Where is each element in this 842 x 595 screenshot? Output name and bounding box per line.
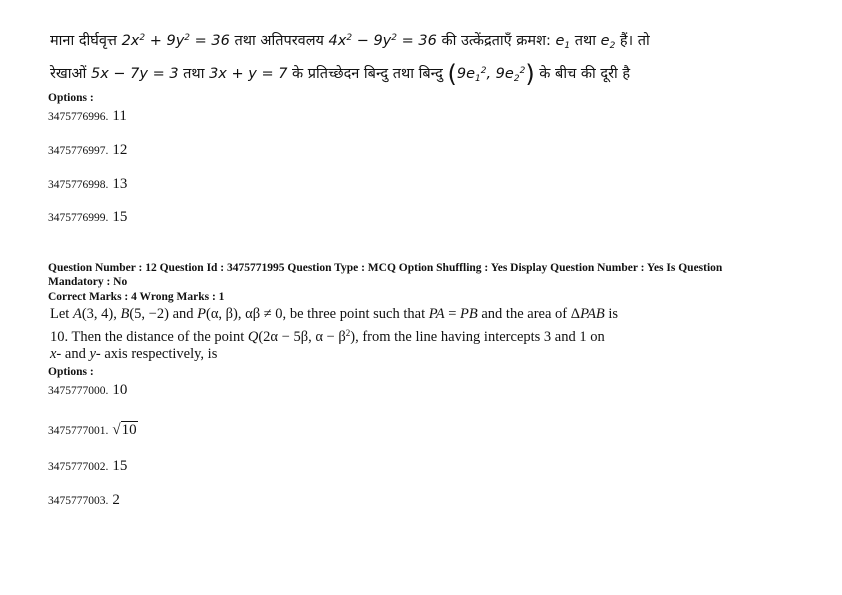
option-row[interactable] <box>48 457 127 475</box>
option-value: 10 <box>112 382 128 398</box>
q11-options-label: Options : <box>48 92 94 104</box>
option-row[interactable] <box>48 175 127 193</box>
option-value: 11 <box>112 108 127 124</box>
q12-line-2: 10. Then the distance of the point Q(2α − 5β, $\alpha - \beta^2$), from the line having intercepts 3 and 1 on <box>50 328 605 345</box>
q12-line-1: Let A(3, 4), B(5, −2) and P(α, β), αβ ≠ 0, be three point such that PA = PB and the area of ΔPAB is <box>50 306 619 322</box>
point-expression: ($9e_1^2$, $9e_2^2$) <box>447 60 535 88</box>
option-id: 3475776996. <box>48 111 109 123</box>
option-value: 2 <box>112 492 120 508</box>
question-meta-mandatory: Mandatory : No <box>48 276 128 288</box>
option-row[interactable] <box>48 491 120 509</box>
option-row[interactable] <box>48 381 127 399</box>
q12-options-label: Options : <box>48 366 94 378</box>
option-id: 3475777001. <box>48 425 109 437</box>
q11-line-2: रेखाओं 5x − 7y = 3 तथा 3x + y = 7 के प्रतिच्छेदन बिन्दु तथा बिन्दु ($9e_1^2$, $9e_2^2$) के बीच की दूरी है <box>50 60 631 88</box>
option-id: 3475777002. <box>48 461 109 473</box>
hyperbola-equation: $4x^2 - 9y^2 = 36$ <box>328 33 437 49</box>
option-row[interactable] <box>48 141 127 159</box>
option-row[interactable] <box>48 107 127 125</box>
question-meta: Question Number : 12 Question Id : 3475771995 Question Type : MCQ Option Shuffling : Yes Display Question Number : Yes Is Question <box>48 262 723 274</box>
option-id: 3475777003. <box>48 495 109 507</box>
option-row[interactable] <box>48 421 138 439</box>
q11-line-1: माना दीर्घवृत्त $2x^2 + 9y^2 = 36$ तथा अतिपरवलय $4x^2 - 9y^2 = 36$ की उत्केंद्रताएँ क्रमश: $e_1$ तथा $e_2$ हैं। तो <box>50 33 650 51</box>
option-value: 12 <box>112 142 128 158</box>
question-marks: Correct Marks : 4 Wrong Marks : 1 <box>48 291 225 303</box>
option-value: 13 <box>112 176 128 192</box>
q12-line-3: x- and y- axis respectively, is <box>50 346 218 362</box>
option-id: 3475776999. <box>48 212 109 224</box>
option-id: 3475776998. <box>48 179 109 191</box>
option-value: 15 <box>112 458 128 474</box>
option-value: 15 <box>112 209 128 225</box>
option-value: 10 <box>121 422 137 438</box>
sqrt-symbol: √10 <box>112 422 137 438</box>
ellipse-equation: $2x^2 + 9y^2 = 36$ <box>121 33 230 49</box>
point-list: A(3, 4), B(5, −2) <box>72 306 169 322</box>
option-row[interactable] <box>48 208 127 226</box>
option-id: 3475776997. <box>48 145 109 157</box>
option-id: 3475777000. <box>48 385 109 397</box>
